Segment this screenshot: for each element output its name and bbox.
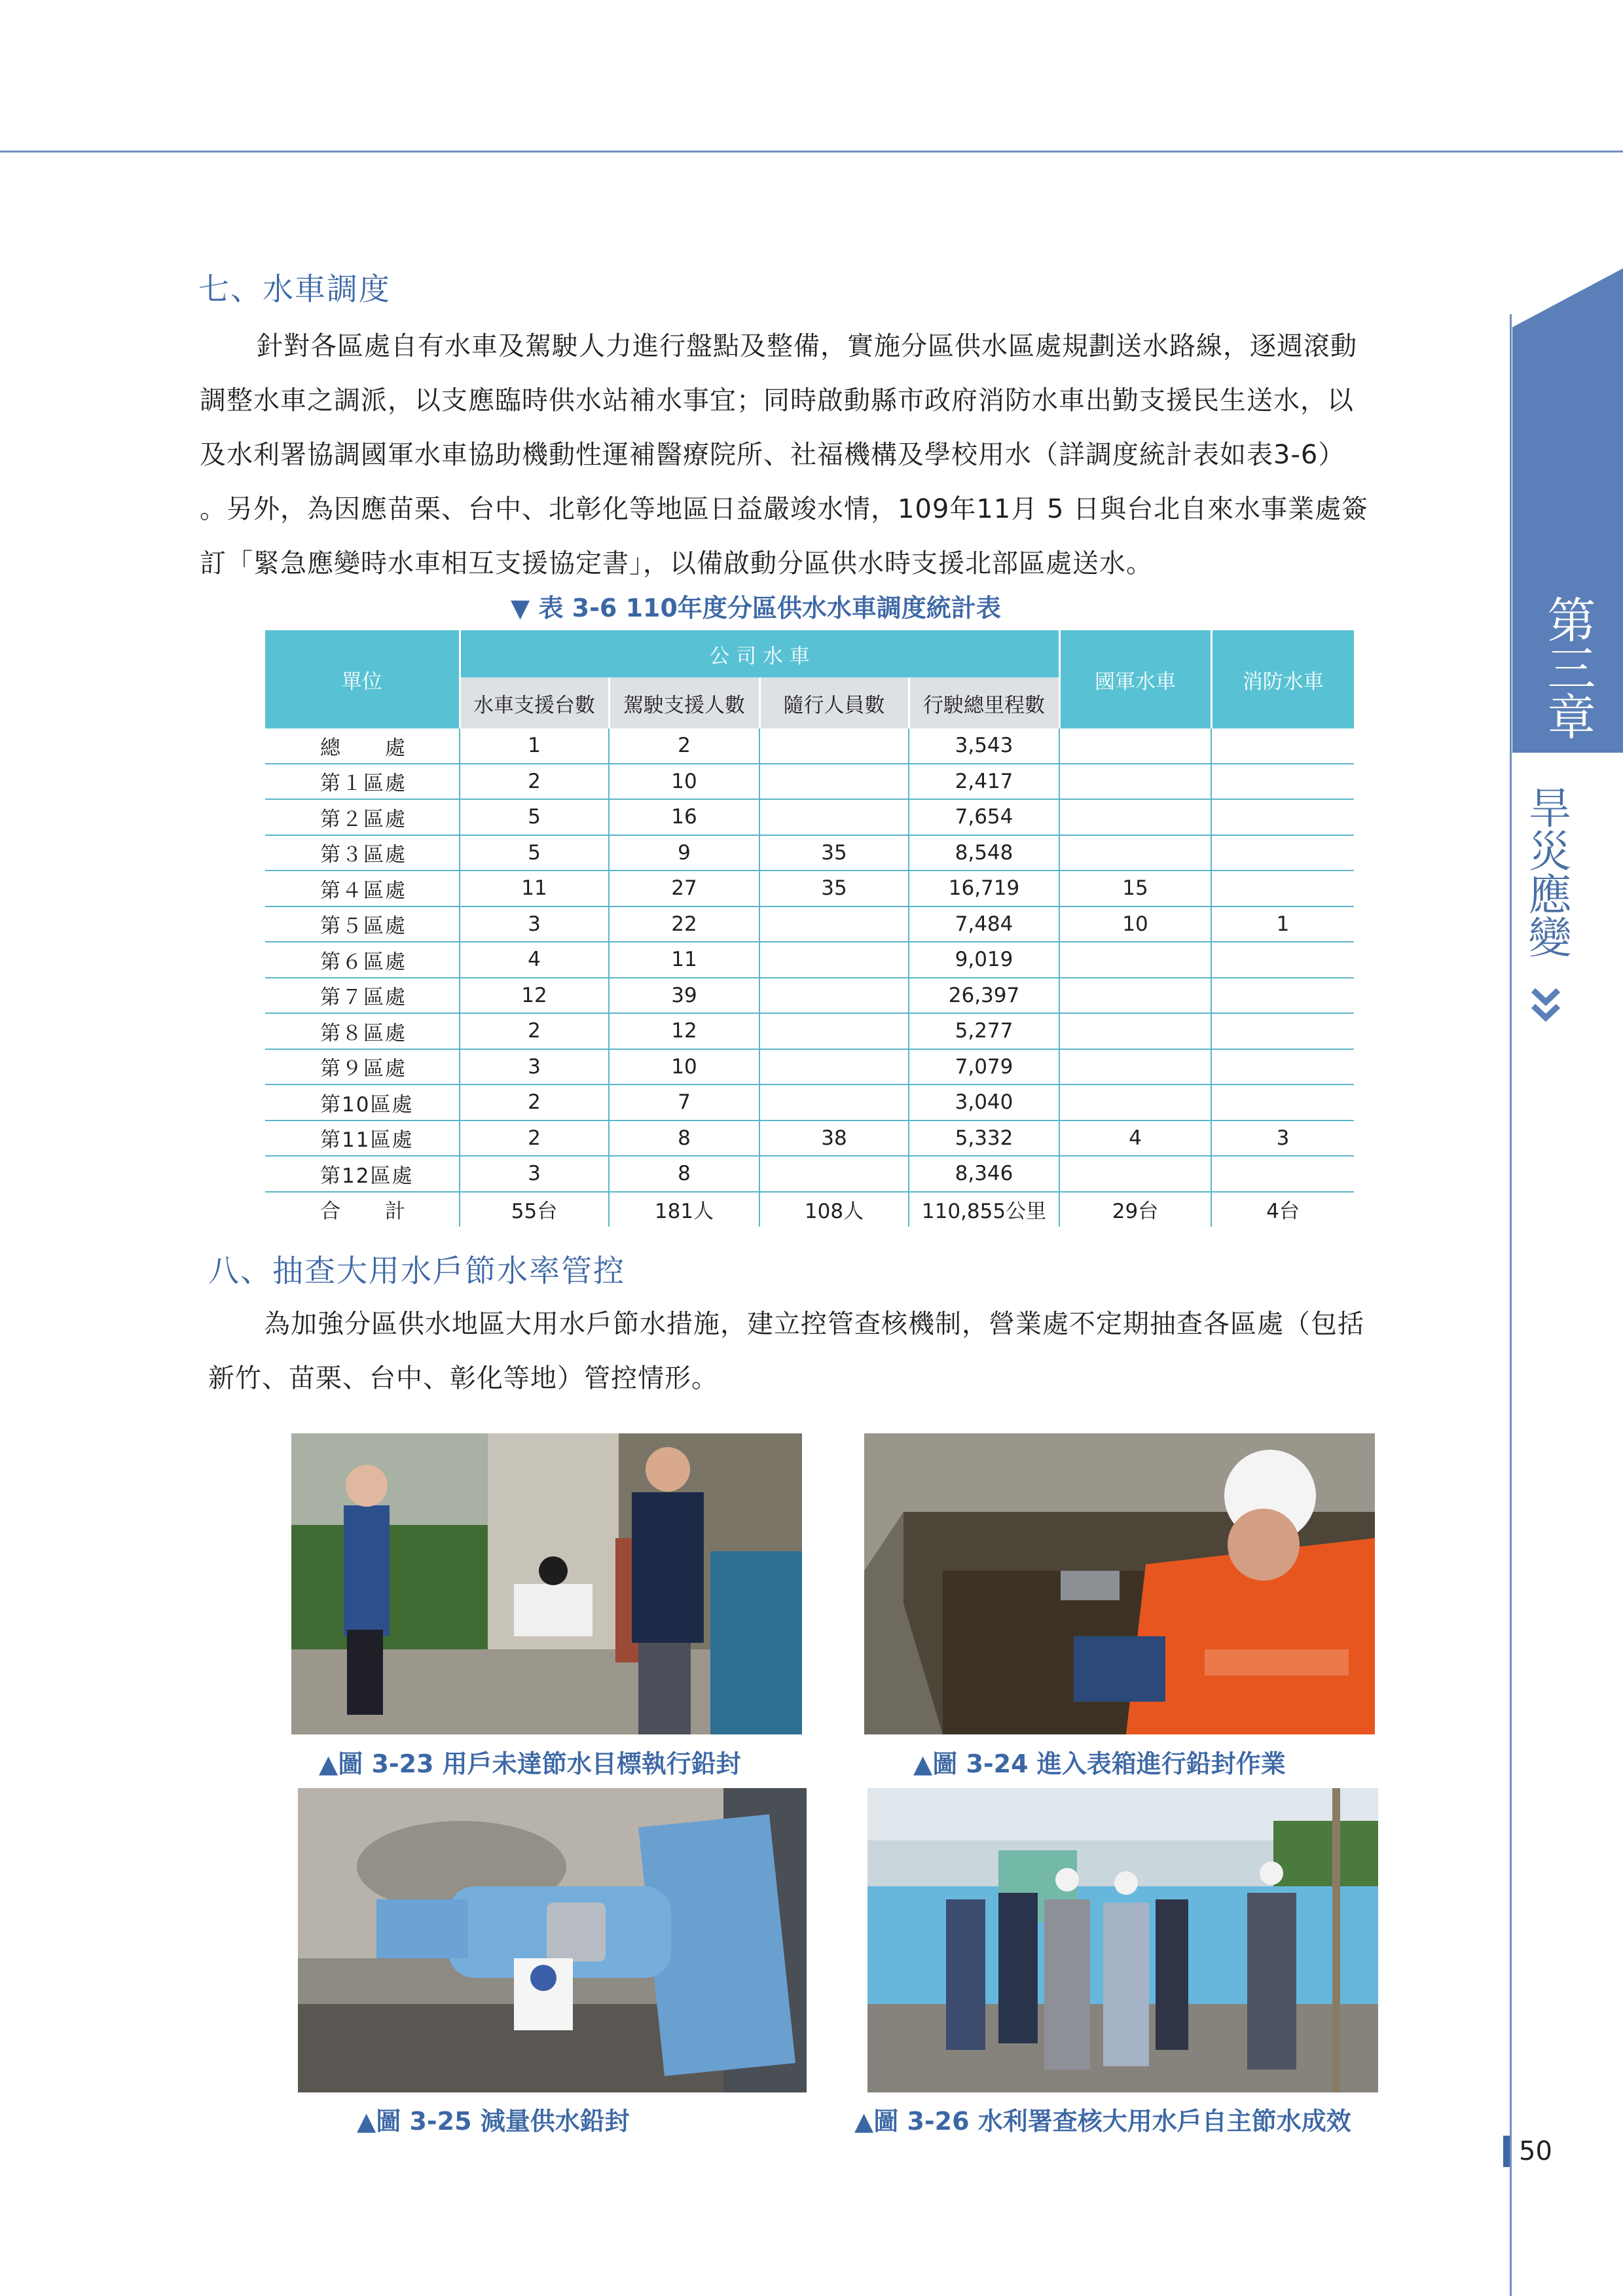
header-military-trucks: 國軍水車: [1059, 630, 1211, 728]
table-cell-trucks: 3: [460, 1049, 609, 1085]
header-company-trucks: 公 司 水 車: [460, 630, 1059, 677]
table-cell-mileage: 110,855公里: [909, 1192, 1059, 1227]
table-cell-trucks: 5: [460, 835, 609, 871]
table-cell-mileage: 8,548: [909, 835, 1059, 871]
table-cell-fire: [1211, 870, 1354, 906]
table-cell-military: [1059, 1049, 1211, 1085]
table-row: [265, 906, 1354, 942]
table-cell-mileage: 7,079: [909, 1049, 1059, 1085]
table-cell-unit: 第６區處: [265, 942, 460, 978]
table-cell-staff: [759, 978, 909, 1014]
table-cell-fire: [1211, 799, 1354, 835]
table-cell-drivers: 2: [609, 728, 759, 764]
table-cell-mileage: 16,719: [909, 870, 1059, 906]
table-row: [265, 1121, 1354, 1157]
table-cell-military: [1059, 835, 1211, 871]
table-cell-trucks: 11: [460, 870, 609, 906]
table-cell-staff: [759, 1013, 909, 1049]
table-cell-trucks: 2: [460, 1121, 609, 1157]
table-cell-military: [1059, 942, 1211, 978]
table-cell-military: [1059, 799, 1211, 835]
table-cell-staff: 35: [759, 870, 909, 906]
table-cell-drivers: 16: [609, 799, 759, 835]
table-cell-military: [1059, 1085, 1211, 1121]
table-cell-trucks: 4: [460, 942, 609, 978]
table-cell-fire: [1211, 764, 1354, 800]
table-cell-unit: 總 處: [265, 728, 460, 764]
table-row: [265, 1049, 1354, 1085]
figure-3-25-caption: ▲圖 3-25 減量供水鉛封: [357, 2107, 630, 2136]
table-cell-trucks: 3: [460, 1156, 609, 1192]
table-cell-staff: [759, 1085, 909, 1121]
table-cell-military: 10: [1059, 906, 1211, 942]
table-cell-drivers: 22: [609, 906, 759, 942]
table-cell-mileage: 3,040: [909, 1085, 1059, 1121]
table-cell-staff: [759, 799, 909, 835]
table-cell-unit: 第３區處: [265, 835, 460, 871]
table-cell-trucks: 2: [460, 764, 609, 800]
table-cell-staff: 108人: [759, 1192, 909, 1227]
table-cell-fire: 1: [1211, 906, 1354, 942]
table-cell-drivers: 10: [609, 1049, 759, 1085]
table-cell-unit: 第５區處: [265, 906, 460, 942]
table-cell-fire: 3: [1211, 1121, 1354, 1157]
table-row: [265, 728, 1354, 764]
section-7-line-2: 調整水車之調派，以支應臨時供水站補水事宜；同時啟動縣市政府消防水車出勤支援民生送水，以: [200, 386, 1354, 416]
table-cell-military: 4: [1059, 1121, 1211, 1157]
double-chevron-down-icon: [1529, 985, 1562, 1024]
dispatch-statistics-table: [265, 630, 1354, 1227]
table-cell-fire: [1211, 835, 1354, 871]
table-cell-mileage: 5,277: [909, 1013, 1059, 1049]
table-cell-drivers: 9: [609, 835, 759, 871]
table-cell-trucks: 55台: [460, 1192, 609, 1227]
section-8-line-2: 新竹、苗栗、台中、彰化等地）管控情形。: [208, 1363, 718, 1393]
photo-reduced-supply-seal: [298, 1788, 807, 2092]
table-cell-fire: [1211, 1156, 1354, 1192]
chapter-name: 旱災應變: [1521, 785, 1571, 958]
header-rule: [0, 151, 1623, 152]
table-cell-military: [1059, 1156, 1211, 1192]
table-cell-military: 29台: [1059, 1192, 1211, 1227]
table-cell-staff: [759, 906, 909, 942]
table-cell-staff: 38: [759, 1121, 909, 1157]
table-cell-drivers: 12: [609, 1013, 759, 1049]
table-cell-mileage: 7,654: [909, 799, 1059, 835]
figure-3-24-caption: ▲圖 3-24 進入表箱進行鉛封作業: [913, 1749, 1286, 1778]
section-7-line-1: 針對各區處自有水車及駕駛人力進行盤點及整備，實施分區供水區處規劃送水路線，逐週滾動: [257, 331, 1357, 361]
table-cell-staff: [759, 764, 909, 800]
table-cell-staff: 35: [759, 835, 909, 871]
table-cell-staff: [759, 728, 909, 764]
table-row: [265, 942, 1354, 978]
header-driver-count: 駕駛支援人數: [609, 677, 759, 728]
table-row: [265, 1013, 1354, 1049]
header-staff-count: 隨行人員數: [759, 677, 909, 728]
table-cell-fire: [1211, 942, 1354, 978]
section-8-heading: 八、抽查大用水戶節水率管控: [208, 1253, 625, 1289]
table-row: [265, 1085, 1354, 1121]
table-cell-drivers: 8: [609, 1156, 759, 1192]
table-cell-drivers: 7: [609, 1085, 759, 1121]
table-cell-trucks: 3: [460, 906, 609, 942]
table-cell-staff: [759, 942, 909, 978]
figure-3-26-caption: ▲圖 3-26 水利署查核大用水戶自主節水成效: [854, 2107, 1351, 2136]
table-cell-trucks: 2: [460, 1013, 609, 1049]
table-cell-drivers: 10: [609, 764, 759, 800]
table-cell-drivers: 8: [609, 1121, 759, 1157]
table-cell-staff: [759, 1156, 909, 1192]
table-cell-mileage: 26,397: [909, 978, 1059, 1014]
section-7-line-3: 及水利署協調國軍水車協助機動性運補醫療院所、社福機構及學校用水（詳調度統計表如表3-6）: [200, 440, 1345, 470]
section-8-line-1: 為加強分區供水地區大用水戶節水措施，建立控管查核機制，營業處不定期抽查各區處（包括: [264, 1309, 1364, 1339]
table-cell-trucks: 5: [460, 799, 609, 835]
table-cell-military: 15: [1059, 870, 1211, 906]
header-truck-count: 水車支援台數: [460, 677, 609, 728]
table-row: [265, 835, 1354, 871]
section-7-line-4: 。另外，為因應苗栗、台中、北彰化等地區日益嚴竣水情，109年11月 5 日與台北自來水事業處簽: [200, 494, 1369, 524]
table-cell-mileage: 5,332: [909, 1121, 1059, 1157]
chapter-number: 第三章: [1539, 595, 1596, 740]
table-cell-unit: 第12區處: [265, 1156, 460, 1192]
table-cell-unit: 第10區處: [265, 1085, 460, 1121]
table-cell-unit: 第９區處: [265, 1049, 460, 1085]
table-cell-unit: 第11區處: [265, 1121, 460, 1157]
table-cell-fire: [1211, 1013, 1354, 1049]
side-rule: [1510, 314, 1512, 2296]
photo-inspection-team: [867, 1788, 1378, 2092]
table-cell-trucks: 1: [460, 728, 609, 764]
table-cell-military: [1059, 978, 1211, 1014]
photo-meter-sealing-outdoor: [291, 1433, 802, 1734]
table-cell-fire: 4台: [1266, 1200, 1300, 1224]
table-cell-drivers: 27: [609, 870, 759, 906]
table-cell-mileage: 2,417: [909, 764, 1059, 800]
table-cell-drivers: 39: [609, 978, 759, 1014]
table-row: [265, 870, 1354, 906]
table-cell-staff: [759, 1049, 909, 1085]
table-cell-drivers: 181人: [609, 1192, 759, 1227]
table-cell-fire: [1211, 978, 1354, 1014]
table-cell-unit: 第８區處: [265, 1013, 460, 1049]
table-cell-mileage: 3,543: [909, 728, 1059, 764]
table-cell-unit: 第７區處: [265, 978, 460, 1014]
table-cell-trucks: 12: [460, 978, 609, 1014]
table-cell-unit: 合 計: [265, 1192, 460, 1227]
section-7-heading: 七、水車調度: [198, 272, 391, 308]
header-unit: 單位: [265, 630, 460, 728]
table-row: [265, 1192, 1354, 1227]
page-number: 50: [1503, 2136, 1552, 2167]
header-fire-trucks: 消防水車: [1211, 630, 1354, 728]
table-cell-fire: [1211, 1049, 1354, 1085]
table-cell-mileage: 7,484: [909, 906, 1059, 942]
table-cell-trucks: 2: [460, 1085, 609, 1121]
table-row: [265, 799, 1354, 835]
table-cell-military: [1059, 764, 1211, 800]
table-cell-military: [1059, 728, 1211, 764]
table-cell-drivers: 11: [609, 942, 759, 978]
table-cell-unit: 第２區處: [265, 799, 460, 835]
table-cell-unit: 第１區處: [265, 764, 460, 800]
section-7-line-5: 訂「緊急應變時水車相互支援協定書」，以備啟動分區供水時支援北部區處送水。: [200, 548, 1153, 579]
table-row: [265, 764, 1354, 800]
table-cell-unit: 第４區處: [265, 870, 460, 906]
table-row: [265, 1156, 1354, 1192]
table-row: [265, 978, 1354, 1014]
table-cell-military: [1059, 1013, 1211, 1049]
figure-3-23-caption: ▲圖 3-23 用戶未達節水目標執行鉛封: [319, 1749, 741, 1778]
table-cell-fire: [1211, 1085, 1354, 1121]
table-caption: ▼ 表 3-6 110年度分區供水水車調度統計表: [511, 594, 1001, 622]
table-cell-fire: [1211, 728, 1354, 764]
table-cell-mileage: 9,019: [909, 942, 1059, 978]
table-cell-mileage: 8,346: [909, 1156, 1059, 1192]
header-mileage: 行駛總里程數: [909, 677, 1059, 728]
photo-meter-box-sealing: [864, 1433, 1375, 1734]
